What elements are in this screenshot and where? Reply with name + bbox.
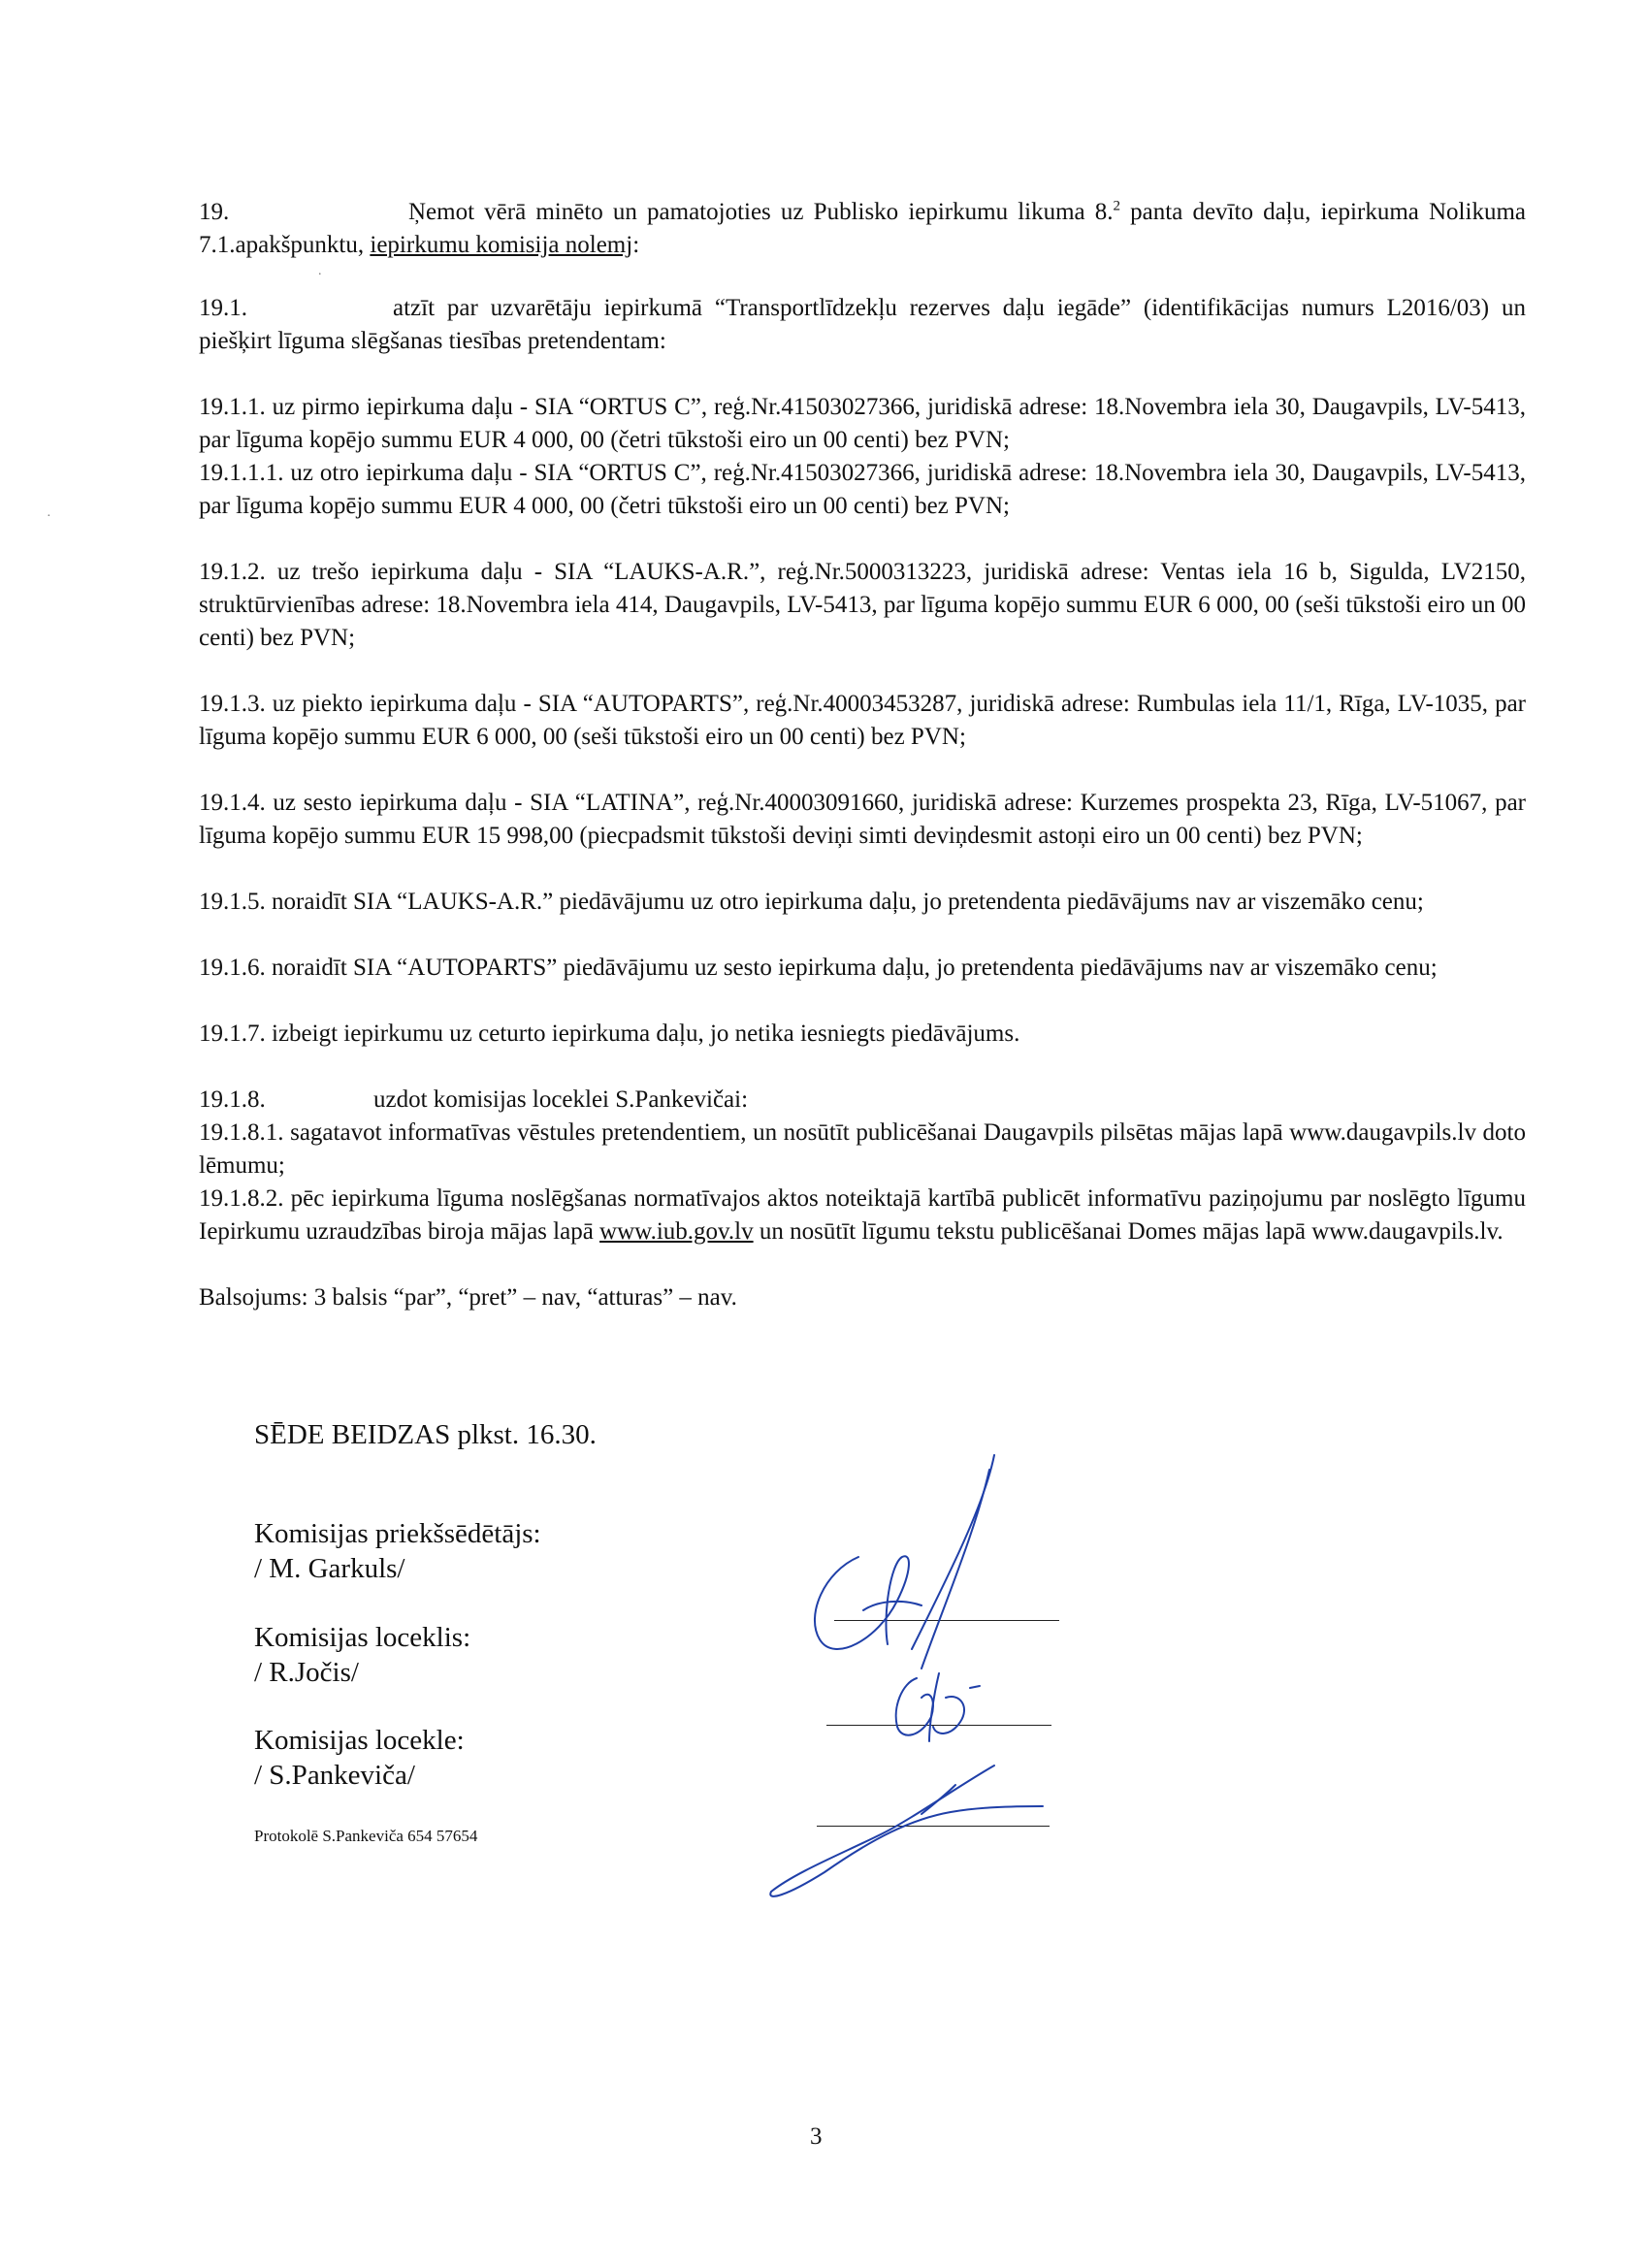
- item-19-1-1-1: [199, 457, 1526, 523]
- item-19-1-5: [199, 886, 1526, 919]
- intro-text-cont: panta devīto daļu, iepirkuma Nolikuma 7.1.apakšpunktu,: [199, 199, 1526, 258]
- signatory-role: Komisijas locekle:: [254, 1725, 465, 1756]
- item-text: uzdot komisijas loceklei S.Pankevičai:: [373, 1086, 749, 1113]
- intro-colon: :: [632, 232, 640, 258]
- signatory-name: / R.Jočis/: [254, 1657, 359, 1688]
- decision-items: [199, 292, 1526, 1314]
- signatory-name: / S.Pankeviča/: [254, 1760, 415, 1791]
- meeting-closing: SĒDE BEIDZAS plkst. 16.30.: [254, 1419, 597, 1450]
- item-19-1-8-1: [199, 1117, 1526, 1183]
- page-number: 3: [810, 2123, 823, 2150]
- item-number: 19.1.: [199, 295, 247, 321]
- intro-text: Ņemot vērā minēto un pamatojoties uz Publisko iepirkumu likuma 8.: [408, 199, 1114, 225]
- item-19-1-2: [199, 556, 1526, 655]
- item-text: 19.1.5. noraidīt SIA “LAUKS-A.R.” piedāvājumu uz otro iepirkuma daļu, jo pretendenta piedāvājums nav ar viszemāko cenu;: [199, 889, 1424, 915]
- signatory-role: Komisijas priekšsēdētājs:: [254, 1518, 541, 1549]
- item-text-cont: un nosūtīt līgumu tekstu publicēšanai Domes mājas lapā www.daugavpils.lv.: [753, 1218, 1504, 1245]
- signatory-name: / M. Garkuls/: [254, 1553, 405, 1584]
- item-19-1-3: [199, 688, 1526, 754]
- item-text: atzīt par uzvarētāju iepirkumā “Transportlīdzekļu rezerves daļu iegāde” (identifikācijas numurs L2016/03) un piešķirt līguma slēgšanas tiesības pretendentam:: [199, 295, 1526, 354]
- item-text: 19.1.6. noraidīt SIA “AUTOPARTS” piedāvājumu uz sesto iepirkuma daļu, jo pretendenta piedāvājums nav ar viszemāko cenu;: [199, 955, 1438, 981]
- item-text: 19.1.2. uz trešo iepirkuma daļu - SIA “LAUKS-A.R.”, reģ.Nr.5000313223, juridiskā adrese: Ventas iela 16 b, Sigulda, LV2150, struktūrvienības adrese: 18.Novembra iela 414, Daugavpils, LV-5413, par līguma kopējo summu EUR 6 000, 00 (seši tūkstoši eiro un 00 centi) bez PVN;: [199, 559, 1526, 651]
- item-text: 19.1.8.2. pēc iepirkuma līguma noslēgšanas normatīvajos aktos noteiktajā kartībā publicēt informatīvu paziņojumu par noslēgto līgumu Iepirkumu uzraudzības biroja mājas lapā: [199, 1185, 1526, 1245]
- handwritten-signatures-icon: [766, 1445, 1096, 1930]
- signatory-1: [254, 1516, 541, 1586]
- item-text: 19.1.3. uz piekto iepirkuma daļu - SIA “AUTOPARTS”, reģ.Nr.40003453287, juridiskā adrese: Rumbulas iela 11/1, Rīga, LV-1035, par līguma kopējo summu EUR 6 000, 00 (seši tūkstoši eiro un 00 centi) bez PVN;: [199, 691, 1526, 750]
- item-19-1-7: [199, 1018, 1526, 1051]
- signatory-2: [254, 1620, 470, 1690]
- item-number: 19.1.8.: [199, 1086, 266, 1113]
- item-19-1-8: [199, 1084, 1526, 1117]
- decision-intro: [199, 196, 1526, 262]
- intro-underlined: iepirkumu komisija nolemj: [370, 232, 633, 258]
- scan-speck: ·: [47, 509, 51, 524]
- scan-speck: .: [318, 264, 322, 278]
- signatory-role: Komisijas loceklis:: [254, 1622, 471, 1653]
- item-19-1-4: [199, 787, 1526, 853]
- item-19-1-6: [199, 952, 1526, 985]
- superscript: 2: [1113, 198, 1121, 214]
- iub-link[interactable]: www.iub.gov.lv: [599, 1218, 754, 1245]
- vote-line: Balsojums: 3 balsis “par”, “pret” – nav, “atturas” – nav.: [199, 1284, 737, 1311]
- section-number: 19.: [199, 199, 230, 225]
- signatory-3: [254, 1723, 465, 1793]
- item-text: 19.1.4. uz sesto iepirkuma daļu - SIA “LATINA”, reģ.Nr.40003091660, juridiskā adrese: Kurzemes prospekta 23, Rīga, LV-51067, par līguma kopējo summu EUR 15 998,00 (piecpadsmit tūkstoši deviņi simti deviņdesmit astoņi eiro un 00 centi) bez PVN;: [199, 790, 1526, 849]
- item-text: 19.1.8.1. sagatavot informatīvas vēstules pretendentiem, un nosūtīt publicēšanai Daugavpils pilsētas mājas lapā www.daugavpils.lv doto lēmumu;: [199, 1119, 1526, 1179]
- item-text: 19.1.1. uz pirmo iepirkuma daļu - SIA “ORTUS C”, reģ.Nr.41503027366, juridiskā adrese: 18.Novembra iela 30, Daugavpils, LV-5413, par līguma kopējo summu EUR 4 000, 00 (četri tūkstoši eiro un 00 centi) bez PVN;: [199, 394, 1526, 453]
- item-19-1-1: [199, 391, 1526, 457]
- item-text: 19.1.7. izbeigt iepirkumu uz ceturto iepirkuma daļu, jo netika iesniegts piedāvājums.: [199, 1021, 1020, 1047]
- protocol-note: Protokolē S.Pankeviča 654 57654: [254, 1827, 478, 1845]
- item-19-1: [199, 292, 1526, 358]
- item-text: 19.1.1.1. uz otro iepirkuma daļu - SIA “ORTUS C”, reģ.Nr.41503027366, juridiskā adrese: 18.Novembra iela 30, Daugavpils, LV-5413, par līguma kopējo summu EUR 4 000, 00 (četri tūkstoši eiro un 00 centi) bez PVN;: [199, 460, 1526, 519]
- item-19-1-8-2: [199, 1183, 1526, 1248]
